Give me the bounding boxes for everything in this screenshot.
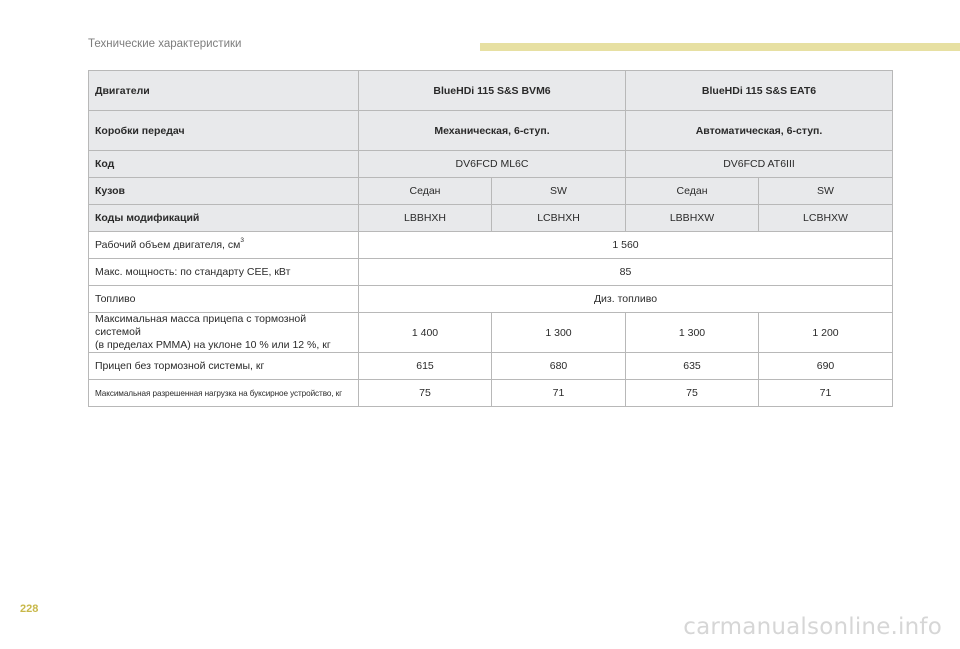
code-1-cell: DV6FCD ML6C: [359, 151, 626, 178]
engine-1-cell: BlueHDi 115 S&S BVM6: [359, 71, 626, 111]
braked-trailer-label-line1: Максимальная масса прицепа с тормозной системой: [95, 313, 307, 338]
page-number: 228: [20, 603, 39, 615]
displacement-label-text: Рабочий объем двигателя, см: [95, 239, 241, 251]
engine-2-cell: BlueHDi 115 S&S EAT6: [626, 71, 893, 111]
braked-trailer-label-line2: (в пределах РММА) на уклоне 10 % или 12 %, кг: [95, 339, 331, 351]
specifications-table: [88, 70, 893, 407]
modification-cell: LCBHXW: [759, 205, 893, 232]
table-row: [89, 259, 893, 286]
table-row: [89, 353, 893, 380]
table-row: [89, 232, 893, 259]
table-row: [89, 111, 893, 151]
displacement-label: [89, 232, 359, 259]
unbraked-trailer-label: Прицеп без тормозной системы, кг: [89, 353, 359, 380]
unbraked-trailer-value: 680: [492, 353, 626, 380]
body-cell: Седан: [359, 178, 492, 205]
engines-label: Двигатели: [89, 71, 359, 111]
towbar-load-label: Максимальная разрешенная нагрузка на буксирное устройство, кг: [89, 380, 359, 407]
gearbox-2-cell: Автоматическая, 6-ступ.: [626, 111, 893, 151]
body-cell: SW: [759, 178, 893, 205]
code-2-cell: DV6FCD AT6III: [626, 151, 893, 178]
displacement-unit-superscript: 3: [240, 237, 244, 244]
power-label: Макс. мощность: по стандарту СЕЕ, кВт: [89, 259, 359, 286]
section-title: Технические характеристики: [88, 38, 242, 50]
modifications-label: Коды модификаций: [89, 205, 359, 232]
modification-cell: LBBHXH: [359, 205, 492, 232]
table-row: [89, 313, 893, 353]
accent-bar: [480, 43, 960, 51]
table-row: [89, 286, 893, 313]
table-row: [89, 380, 893, 407]
fuel-value: Диз. топливо: [359, 286, 893, 313]
towbar-load-value: 75: [626, 380, 759, 407]
braked-trailer-label: [89, 313, 359, 353]
towbar-load-value: 71: [492, 380, 626, 407]
modification-cell: LBBHXW: [626, 205, 759, 232]
towbar-load-value: 71: [759, 380, 893, 407]
table-row: [89, 151, 893, 178]
watermark: carmanualsonline.info: [683, 614, 942, 640]
body-cell: Седан: [626, 178, 759, 205]
unbraked-trailer-value: 615: [359, 353, 492, 380]
towbar-load-value: 75: [359, 380, 492, 407]
braked-trailer-value: 1 400: [359, 313, 492, 353]
braked-trailer-value: 1 300: [492, 313, 626, 353]
unbraked-trailer-value: 635: [626, 353, 759, 380]
braked-trailer-value: 1 200: [759, 313, 893, 353]
modification-cell: LCBHXH: [492, 205, 626, 232]
code-label: Код: [89, 151, 359, 178]
gearbox-1-cell: Механическая, 6-ступ.: [359, 111, 626, 151]
table-row: [89, 178, 893, 205]
gearbox-label: Коробки передач: [89, 111, 359, 151]
body-cell: SW: [492, 178, 626, 205]
braked-trailer-value: 1 300: [626, 313, 759, 353]
table-row: [89, 205, 893, 232]
body-label: Кузов: [89, 178, 359, 205]
unbraked-trailer-value: 690: [759, 353, 893, 380]
fuel-label: Топливо: [89, 286, 359, 313]
displacement-value: 1 560: [359, 232, 893, 259]
power-value: 85: [359, 259, 893, 286]
table-row: [89, 71, 893, 111]
